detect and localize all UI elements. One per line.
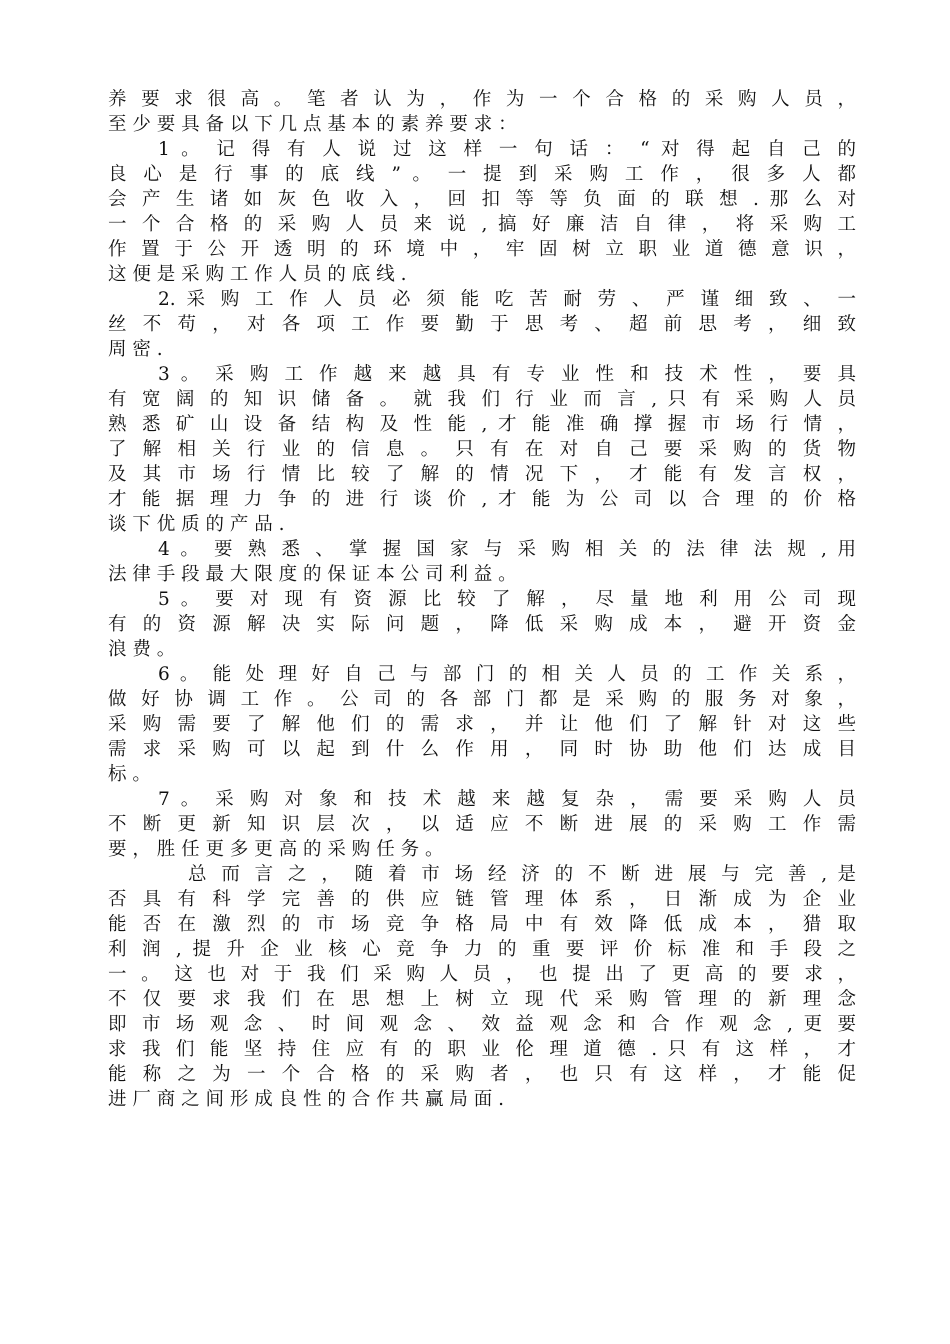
text-line: 总 而 言 之 ， 随 着 市 场 经 济 的 不 断 进 展 与 完 善 , 是 [188, 864, 856, 885]
text-line: 谈 下 优 质 的 产 品 . [108, 514, 285, 535]
text-line: 不 断 更 新 知 识 层 次 ， 以 适 应 不 断 进 展 的 采 购 工 作 需 [108, 814, 856, 835]
text-line: 才 能 据 理 力 争 的 进 行 谈 价 , 才 能 为 公 司 以 合 理 的 价 格 [108, 489, 856, 510]
text-line: 3 。 采 购 工 作 越 来 越 具 有 专 业 性 和 技 术 性 ， 要 具 [158, 364, 856, 385]
text-line: 7 。 采 购 对 象 和 技 术 越 来 越 复 杂 ， 需 要 采 购 人 员 [158, 789, 856, 810]
text-line: 能 称 之 为 一 个 合 格 的 采 购 者 ， 也 只 有 这 样 ， 才 能 促 [108, 1064, 856, 1085]
text-line: 至 少 要 具 备 以 下 几 点 基 本 的 素 养 要 求 ： [108, 114, 517, 135]
text-line: 6 。 能 处 理 好 自 己 与 部 门 的 相 关 人 员 的 工 作 关 系 ， [158, 664, 856, 685]
text-line: 能 否 在 激 烈 的 市 场 竞 争 格 局 中 有 效 降 低 成 本 ， 猎 取 [108, 914, 856, 935]
text-line: 利 润 , 提 升 企 业 核 心 竞 争 力 的 重 要 评 价 标 准 和 手 段 之 [108, 939, 856, 960]
text-line: 浪 费 。 [108, 639, 176, 660]
text-line: 即 市 场 观 念 、 时 间 观 念 、 效 益 观 念 和 合 作 观 念 , 更 要 [108, 1014, 856, 1035]
text-line: 有 的 资 源 解 决 实 际 问 题 ， 降 低 采 购 成 本 ， 避 开 资 金 [108, 614, 856, 635]
text-line: 丝 不 苟 ， 对 各 项 工 作 要 勤 于 思 考 、 超 前 思 考 ， 细 致 [108, 314, 856, 335]
text-line: 法 律 手 段 最 大 限 度 的 保 证 本 公 司 利 益 。 [108, 564, 517, 585]
text-line: 要 ， 胜 任 更 多 更 高 的 采 购 任 务 。 [108, 839, 444, 860]
text-line: 了 解 相 关 行 业 的 信 息 。 只 有 在 对 自 己 要 采 购 的 货 物 [108, 439, 856, 460]
text-line: 会 产 生 诸 如 灰 色 收 入 ， 回 扣 等 等 负 面 的 联 想 . 那 么 对 [108, 189, 856, 210]
text-line: 标 。 [108, 764, 151, 785]
text-line: 良 心 是 行 事 的 底 线 ” 。 一 提 到 采 购 工 作 ， 很 多 人 都 [108, 164, 856, 185]
text-line: 需 求 采 购 可 以 起 到 什 么 作 用 ， 同 时 协 助 他 们 达 成 目 [108, 739, 856, 760]
text-line: 这 便 是 采 购 工 作 人 员 的 底 线 . [108, 264, 407, 285]
text-line: 一 。 这 也 对 于 我 们 采 购 人 员 ， 也 提 出 了 更 高 的 要 求 ， [108, 964, 856, 985]
text-line: 进 厂 商 之 间 形 成 良 性 的 合 作 共 赢 局 面 . [108, 1089, 504, 1110]
text-line: 不 仅 要 求 我 们 在 思 想 上 树 立 现 代 采 购 管 理 的 新 理 念 [108, 989, 856, 1010]
text-line: 一 个 合 格 的 采 购 人 员 来 说 , 搞 好 廉 洁 自 律 ， 将 采 购 工 [108, 214, 856, 235]
text-line: 有 宽 阔 的 知 识 储 备 。 就 我 们 行 业 而 言 , 只 有 采 购 人 员 [108, 389, 856, 410]
text-line: 5 。 要 对 现 有 资 源 比 较 了 解 ， 尽 量 地 利 用 公 司 现 [158, 589, 856, 610]
text-line: 及 其 市 场 行 情 比 较 了 解 的 情 况 下 ， 才 能 有 发 言 权 ， [108, 464, 856, 485]
text-line: 2. 采 购 工 作 人 员 必 须 能 吃 苦 耐 劳 、 严 谨 细 致 、 一 [158, 289, 856, 310]
text-line: 采 购 需 要 了 解 他 们 的 需 求 ， 并 让 他 们 了 解 针 对 这 些 [108, 714, 856, 735]
text-line: 1 。 记 得 有 人 说 过 这 样 一 句 话 ： “ 对 得 起 自 己 的 [158, 139, 856, 160]
text-line: 做 好 协 调 工 作 。 公 司 的 各 部 门 都 是 采 购 的 服 务 对 象 ， [108, 689, 856, 710]
text-line: 4 。 要 熟 悉 、 掌 握 国 家 与 采 购 相 关 的 法 律 法 规 , 用 [158, 539, 856, 560]
text-line: 否 具 有 科 学 完 善 的 供 应 链 管 理 体 系 ， 日 渐 成 为 企 业 [108, 889, 856, 910]
text-line: 求 我 们 能 坚 持 住 应 有 的 职 业 伦 理 道 德 . 只 有 这 样 ， 才 [108, 1039, 856, 1060]
text-line: 作 置 于 公 开 透 明 的 环 境 中 ， 牢 固 树 立 职 业 道 德 意 识 ， [108, 239, 856, 260]
text-line: 熟 悉 矿 山 设 备 结 构 及 性 能 , 才 能 准 确 撑 握 市 场 行 情 ， [108, 414, 856, 435]
text-line: 养 要 求 很 高 。 笔 者 认 为 ， 作 为 一 个 合 格 的 采 购 人 员 ， [108, 89, 856, 110]
text-line: 周 密 . [108, 339, 163, 360]
